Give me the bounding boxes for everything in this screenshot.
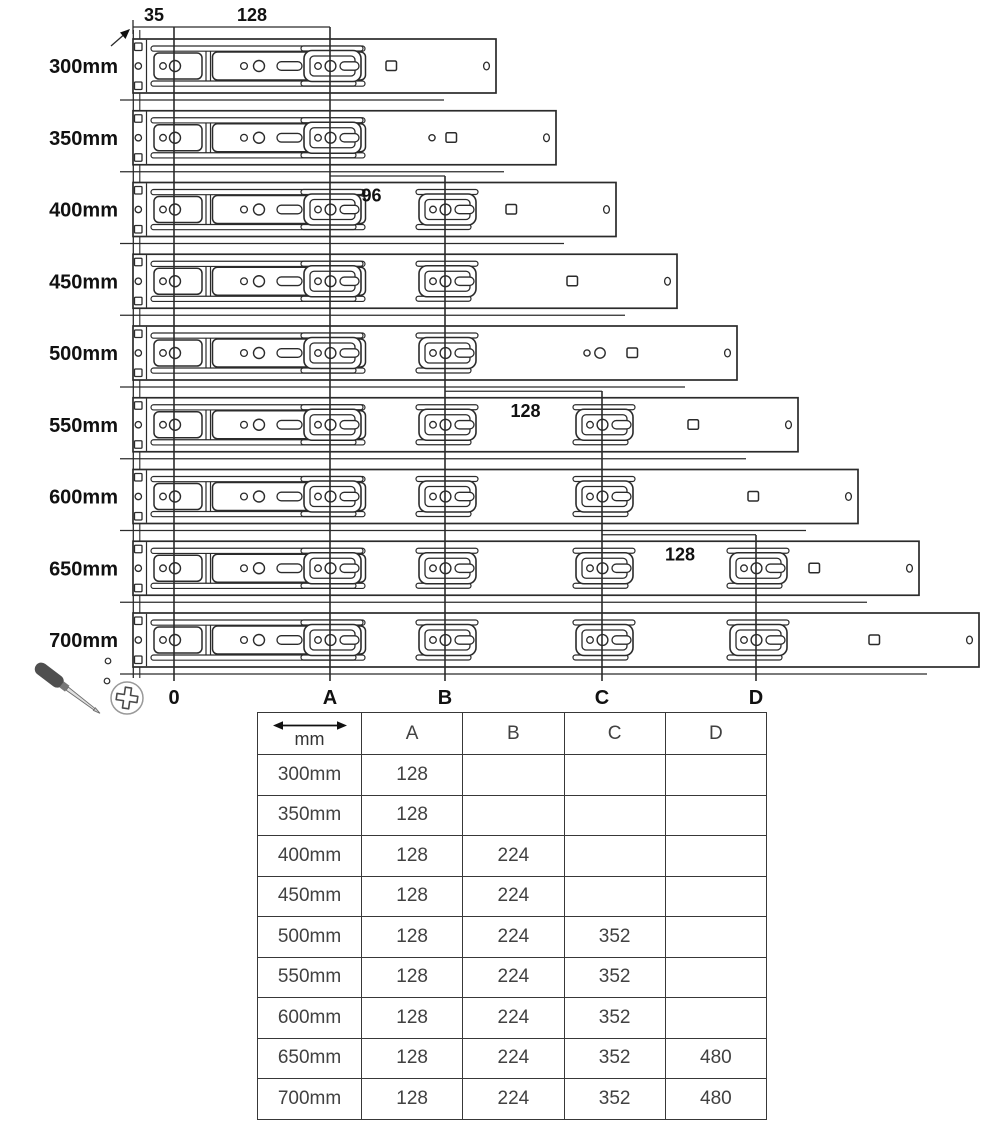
- bracket-slot: [340, 205, 359, 213]
- slot: [277, 277, 302, 286]
- pilot-hole: [160, 350, 167, 357]
- mounting-bracket: [416, 405, 478, 445]
- table-cell-value: 224: [463, 917, 564, 958]
- bracket-slot: [340, 62, 359, 70]
- screw-hole: [254, 276, 265, 287]
- bracket-slot: [455, 636, 474, 644]
- strip-square-hole: [135, 584, 143, 592]
- bracket-pilot-hole: [315, 278, 322, 285]
- square-hole: [627, 348, 638, 358]
- bracket-pilot-hole: [315, 565, 322, 572]
- screw-hole: [170, 491, 181, 502]
- table-cell-value: 224: [463, 1038, 564, 1079]
- screw-hole: [254, 419, 265, 430]
- screw-hole: [254, 491, 265, 502]
- mounting-bracket: [573, 548, 635, 588]
- mounting-bracket: [416, 548, 478, 588]
- screwdriver-blade: [66, 687, 95, 710]
- table-cell-value: [463, 795, 564, 836]
- table-cell-value: 224: [463, 957, 564, 998]
- strip-round-hole: [135, 278, 141, 284]
- dim-label: 35: [143, 5, 165, 25]
- table-cell-value: 224: [463, 836, 564, 877]
- screwdriver-icon: [32, 660, 104, 719]
- bracket-slot: [766, 564, 785, 572]
- strip-round-hole: [135, 565, 141, 571]
- pilot-hole: [241, 63, 248, 70]
- strip-square-hole: [135, 513, 143, 521]
- screw-hole: [170, 61, 181, 72]
- bracket-slot: [766, 636, 785, 644]
- strip-square-hole: [135, 545, 143, 553]
- mounting-bracket: [416, 190, 478, 230]
- slot: [277, 636, 302, 645]
- strip-square-hole: [135, 402, 143, 410]
- mounting-bracket: [416, 620, 478, 660]
- strip-square-hole: [135, 474, 143, 482]
- table-row-600mm: [258, 998, 767, 1039]
- table-cell-value: 224: [463, 876, 564, 917]
- strip-square-hole: [135, 617, 143, 625]
- row-label: 400mm: [49, 199, 118, 222]
- mounting-bracket: [727, 620, 789, 660]
- dimension-table: [257, 712, 767, 1120]
- row-label: 600mm: [49, 486, 118, 509]
- table-row-550mm: [258, 957, 767, 998]
- screw-hole: [254, 563, 265, 574]
- slot: [277, 492, 302, 501]
- screw-hole: [170, 204, 181, 215]
- mounting-bracket: [301, 190, 363, 230]
- slide-row-400mm: [49, 183, 616, 244]
- mounting-bracket: [573, 620, 635, 660]
- table-cell-value: [665, 957, 766, 998]
- slot: [277, 205, 302, 214]
- screw-hole: [170, 419, 181, 430]
- bracket-pilot-hole: [741, 565, 748, 572]
- strip-round-hole: [135, 135, 141, 141]
- table-header-B: B: [463, 713, 564, 755]
- bracket-slot: [340, 134, 359, 142]
- table-cell-value: 224: [463, 998, 564, 1039]
- bracket-pilot-hole: [587, 565, 594, 572]
- screwdriver-tip: [93, 708, 101, 715]
- screw-hole: [170, 276, 181, 287]
- table-row-700mm: [258, 1079, 767, 1120]
- bracket-slot: [612, 421, 631, 429]
- screw-hole: [254, 132, 265, 143]
- table-cell-value: [665, 998, 766, 1039]
- slot: [277, 564, 302, 573]
- end-hole: [544, 134, 550, 142]
- bracket-slot: [455, 277, 474, 285]
- bracket-slot: [455, 349, 474, 357]
- screw-hole: [254, 635, 265, 646]
- bracket-pilot-hole: [315, 350, 322, 357]
- end-hole: [786, 421, 792, 429]
- small-hole: [105, 658, 111, 664]
- table-cell-size: 350mm: [258, 795, 362, 836]
- strip-square-hole: [135, 226, 143, 234]
- end-hole: [907, 564, 913, 572]
- axis-label-C: C: [594, 687, 610, 709]
- bracket-pilot-hole: [315, 63, 322, 70]
- row-label: 500mm: [49, 343, 118, 365]
- strip-round-hole: [135, 637, 141, 643]
- pilot-hole: [241, 421, 248, 428]
- table-cell-value: [665, 755, 766, 796]
- strip-square-hole: [135, 258, 143, 266]
- table-cell-value: 128: [362, 998, 463, 1039]
- slide-row-500mm: [49, 326, 737, 387]
- square-hole: [809, 563, 820, 573]
- bracket-pilot-hole: [315, 134, 322, 141]
- bracket-slot: [455, 564, 474, 572]
- bracket-pilot-hole: [430, 493, 437, 500]
- slide-row-650mm: [49, 541, 919, 602]
- table-cell-size: 650mm: [258, 1038, 362, 1079]
- pilot-hole: [429, 135, 435, 141]
- phillips-screw-icon: [111, 682, 143, 714]
- mounting-bracket: [416, 477, 478, 517]
- row-label: 650mm: [49, 558, 118, 581]
- mounting-bracket: [573, 405, 635, 445]
- dim-label: 96: [361, 185, 382, 206]
- pilot-hole: [241, 278, 248, 285]
- pilot-hole: [595, 348, 605, 358]
- bracket-slot: [340, 349, 359, 357]
- square-hole: [506, 205, 517, 215]
- end-hole: [967, 636, 973, 644]
- table-cell-value: 128: [362, 957, 463, 998]
- bracket-slot: [340, 492, 359, 500]
- table-cell-size: 400mm: [258, 836, 362, 877]
- table-cell-value: 128: [362, 755, 463, 796]
- slot: [277, 420, 302, 429]
- square-hole: [446, 133, 457, 143]
- axis-label-A: A: [322, 687, 338, 709]
- table-header-D: D: [665, 713, 766, 755]
- square-hole: [688, 420, 699, 430]
- bracket-pilot-hole: [430, 350, 437, 357]
- pilot-hole: [241, 350, 248, 357]
- bracket-slot: [612, 564, 631, 572]
- strip-square-hole: [135, 187, 143, 195]
- table-cell-value: 224: [463, 1079, 564, 1120]
- strip-square-hole: [135, 330, 143, 338]
- strip-round-hole: [135, 63, 141, 69]
- table-row-650mm: [258, 1038, 767, 1079]
- table-cell-value: [665, 876, 766, 917]
- small-hole: [104, 678, 110, 684]
- slot: [277, 349, 302, 358]
- table-cell-value: [564, 755, 665, 796]
- axis-label-0: 0: [168, 687, 180, 709]
- mounting-bracket: [301, 46, 363, 86]
- mounting-bracket: [416, 333, 478, 373]
- pilot-hole: [160, 278, 167, 285]
- row-label: 550mm: [49, 414, 118, 437]
- bracket-pilot-hole: [430, 278, 437, 285]
- end-hole: [604, 206, 610, 214]
- square-hole: [567, 276, 578, 286]
- bracket-pilot-hole: [315, 493, 322, 500]
- bracket-slot: [340, 421, 359, 429]
- pilot-hole: [241, 206, 248, 213]
- pilot-hole: [160, 206, 167, 213]
- table-cell-value: 480: [665, 1038, 766, 1079]
- screw-hole: [170, 348, 181, 359]
- strip-square-hole: [135, 115, 143, 123]
- slot: [277, 62, 302, 71]
- screw-hole: [170, 635, 181, 646]
- row-label: 700mm: [49, 630, 118, 652]
- pilot-hole: [241, 493, 248, 500]
- strip-square-hole: [135, 656, 143, 664]
- mounting-bracket: [727, 548, 789, 588]
- pilot-hole: [584, 350, 590, 356]
- table-cell-value: 128: [362, 836, 463, 877]
- bracket-pilot-hole: [315, 421, 322, 428]
- bracket-slot: [612, 492, 631, 500]
- strip-round-hole: [135, 206, 141, 212]
- screw-hole: [170, 563, 181, 574]
- screw-hole: [170, 132, 181, 143]
- bracket-pilot-hole: [587, 637, 594, 644]
- end-hole: [846, 493, 852, 501]
- mounting-bracket: [301, 405, 363, 445]
- table-cell-size: 500mm: [258, 917, 362, 958]
- bracket-pilot-hole: [587, 421, 594, 428]
- table-cell-value: 352: [564, 998, 665, 1039]
- table-cell-value: [665, 917, 766, 958]
- bracket-slot: [340, 277, 359, 285]
- dim-label: 128: [236, 5, 268, 25]
- strip-square-hole: [135, 82, 143, 90]
- row-label: 350mm: [49, 127, 118, 150]
- mounting-bracket: [301, 333, 363, 373]
- pilot-hole: [160, 565, 167, 572]
- bracket-slot: [612, 636, 631, 644]
- mounting-bracket: [301, 620, 363, 660]
- screw-hole: [254, 61, 265, 72]
- table-row-400mm: [258, 836, 767, 877]
- table-cell-size: 450mm: [258, 876, 362, 917]
- row-label: 450mm: [49, 271, 118, 294]
- strip-square-hole: [135, 441, 143, 449]
- phillips-cross: [115, 686, 139, 710]
- table-cell-value: 352: [564, 1038, 665, 1079]
- table-cell-value: 128: [362, 795, 463, 836]
- bracket-slot: [455, 421, 474, 429]
- pilot-hole: [160, 493, 167, 500]
- pilot-hole: [160, 421, 167, 428]
- table-cell-value: 128: [362, 1038, 463, 1079]
- bracket-pilot-hole: [430, 565, 437, 572]
- pilot-hole: [160, 63, 167, 70]
- table-cell-value: [564, 876, 665, 917]
- bracket-slot: [455, 492, 474, 500]
- screw-hole: [254, 204, 265, 215]
- strip-square-hole: [135, 369, 143, 377]
- slot: [277, 133, 302, 142]
- table-row-350mm: [258, 795, 767, 836]
- table-cell-value: 128: [362, 917, 463, 958]
- table-cell-value: 480: [665, 1079, 766, 1120]
- strip-square-hole: [135, 154, 143, 162]
- table-cell-value: [665, 836, 766, 877]
- bracket-pilot-hole: [315, 206, 322, 213]
- strip-square-hole: [135, 43, 143, 51]
- table-cell-value: 352: [564, 917, 665, 958]
- mounting-bracket: [301, 548, 363, 588]
- bracket-pilot-hole: [315, 637, 322, 644]
- table-cell-value: [665, 795, 766, 836]
- table-row-500mm: [258, 917, 767, 958]
- table-row-300mm: [258, 755, 767, 796]
- end-hole: [665, 277, 671, 285]
- square-hole: [386, 61, 397, 71]
- pilot-hole: [241, 565, 248, 572]
- row-label: 300mm: [49, 56, 118, 78]
- table-cell-value: 352: [564, 1079, 665, 1120]
- axis-label-D: D: [748, 687, 764, 709]
- strip-round-hole: [135, 422, 141, 428]
- table-header-C: C: [564, 713, 665, 755]
- axis-label-B: B: [437, 687, 453, 709]
- slide-row-450mm: [49, 254, 677, 315]
- mounting-bracket: [416, 261, 478, 301]
- table-header-mm: [258, 713, 362, 755]
- bracket-pilot-hole: [587, 493, 594, 500]
- table-cell-value: [564, 836, 665, 877]
- table-cell-value: [564, 795, 665, 836]
- table-cell-value: 128: [362, 876, 463, 917]
- end-hole: [725, 349, 731, 357]
- table-row-450mm: [258, 876, 767, 917]
- slide-row-700mm: [49, 613, 979, 674]
- mounting-bracket: [301, 118, 363, 158]
- bracket-pilot-hole: [430, 637, 437, 644]
- slide-row-600mm: [49, 470, 858, 531]
- pilot-hole: [160, 134, 167, 141]
- end-hole: [484, 62, 490, 70]
- strip-round-hole: [135, 493, 141, 499]
- table-cell-size: 550mm: [258, 957, 362, 998]
- table-cell-value: 128: [362, 1079, 463, 1120]
- square-hole: [869, 635, 880, 645]
- dim-label: 128: [664, 544, 696, 565]
- bracket-slot: [340, 636, 359, 644]
- table-cell-value: [463, 755, 564, 796]
- slide-row-550mm: [49, 398, 798, 459]
- dimension-table-container: [257, 712, 767, 1120]
- table-header-A: A: [362, 713, 463, 755]
- strip-square-hole: [135, 297, 143, 305]
- bracket-pilot-hole: [741, 637, 748, 644]
- table-header-mm-label: mm: [294, 728, 325, 749]
- slide-row-350mm: [49, 111, 556, 172]
- bracket-slot: [340, 564, 359, 572]
- pilot-hole: [241, 134, 248, 141]
- pilot-hole: [160, 637, 167, 644]
- mounting-bracket: [301, 477, 363, 517]
- square-hole: [748, 492, 759, 502]
- mounting-bracket: [301, 261, 363, 301]
- bracket-slot: [455, 205, 474, 213]
- table-cell-size: 700mm: [258, 1079, 362, 1120]
- slide-row-300mm: [49, 39, 496, 100]
- pilot-hole: [241, 637, 248, 644]
- table-cell-value: 352: [564, 957, 665, 998]
- table-cell-size: 300mm: [258, 755, 362, 796]
- bracket-pilot-hole: [430, 421, 437, 428]
- bracket-pilot-hole: [430, 206, 437, 213]
- screw-hole: [254, 348, 265, 359]
- dim-label: 128: [510, 400, 541, 421]
- mounting-bracket: [573, 477, 635, 517]
- strip-round-hole: [135, 350, 141, 356]
- table-cell-size: 600mm: [258, 998, 362, 1039]
